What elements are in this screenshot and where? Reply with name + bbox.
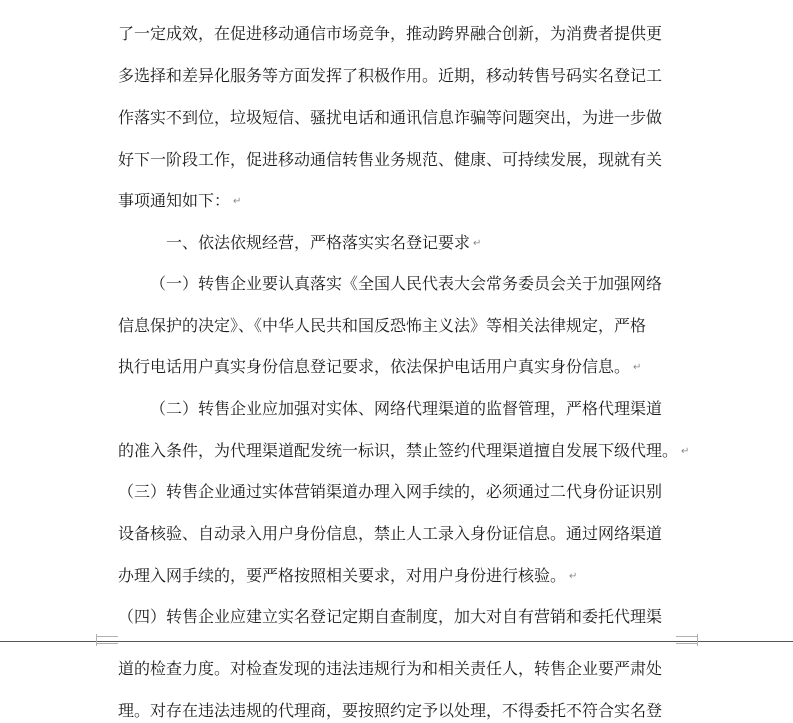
body-text-line <box>118 66 662 86</box>
body-text-line <box>118 316 646 336</box>
body-text-line <box>118 607 662 627</box>
line-text: 道的检查力度。对检查发现的违法违规行为和相关责任人，转售企业要严肃处 <box>118 659 663 678</box>
body-text-line <box>118 150 662 170</box>
body-text-line <box>118 441 689 462</box>
line-text: 多选择和差异化服务等方面发挥了积极作用。近期，移动转售号码实名登记工 <box>118 66 663 85</box>
paragraph-mark-icon: ↵ <box>681 445 690 457</box>
line-text: 办理入网手续的，要严格按照相关要求，对用户身份进行核验。 <box>118 566 567 585</box>
line-text: （三）转售企业通过实体营销渠道办理入网手续的，必须通过二代身份证识别 <box>118 482 663 501</box>
line-text: 了一定成效，在促进移动通信市场竞争，推动跨界融合创新，为消费者提供更 <box>118 24 663 43</box>
paragraph-mark-icon: ↵ <box>569 570 578 582</box>
line-text: （四）转售企业应建立实名登记定期自查制度，加大对自有营销和委托代理渠 <box>118 607 663 626</box>
body-text-line <box>118 357 641 378</box>
paragraph-mark-icon: ↵ <box>473 237 482 249</box>
paragraph-mark-icon: ↵ <box>233 195 242 207</box>
heading-text: 一、依法依规经营，严格落实实名登记要求 <box>166 233 471 252</box>
section-heading <box>166 233 481 254</box>
body-text-line <box>118 566 577 587</box>
line-text: 作落实不到位，垃圾短信、骚扰电话和通讯信息诈骗等问题突出，为进一步做 <box>118 108 663 127</box>
body-text-line <box>118 191 241 212</box>
page-break-divider <box>0 641 793 642</box>
line-text: 执行电话用户真实身份信息登记要求，依法保护电话用户真实身份信息。 <box>118 357 631 376</box>
body-text-line <box>118 24 662 44</box>
body-text-line <box>118 659 662 679</box>
line-text: 事项通知如下： <box>118 191 231 210</box>
paragraph-mark-icon: ↵ <box>633 361 642 373</box>
line-text: （二）转售企业应加强对实体、网络代理渠道的监督管理，严格代理渠道 <box>150 399 663 418</box>
margin-corner-mark <box>96 634 118 646</box>
body-text-line <box>118 482 662 502</box>
line-text: 设备核验、自动录入用户身份信息，禁止人工录入身份证信息。通过网络渠道 <box>118 524 663 543</box>
margin-corner-mark <box>676 634 698 646</box>
body-text-line <box>150 399 662 419</box>
body-text-line <box>150 274 662 294</box>
line-text: 的准入条件，为代理渠道配发统一标识，禁止签约代理渠道擅自发展下级代理。 <box>118 441 679 460</box>
body-text-line <box>118 108 662 128</box>
line-text: 信息保护的决定》、《中华人民共和国反恐怖主义法》等相关法律规定，严格 <box>118 316 647 335</box>
line-text: 理。对存在违法违规的代理商，要按照约定予以处理，不得委托不符合实名登 <box>118 701 663 720</box>
body-text-line <box>118 701 662 721</box>
line-text: 好下一阶段工作，促进移动通信转售业务规范、健康、可持续发展，现就有关 <box>118 150 663 169</box>
body-text-line <box>118 524 662 544</box>
line-text: （一）转售企业要认真落实《全国人民代表大会常务委员会关于加强网络 <box>150 274 663 293</box>
